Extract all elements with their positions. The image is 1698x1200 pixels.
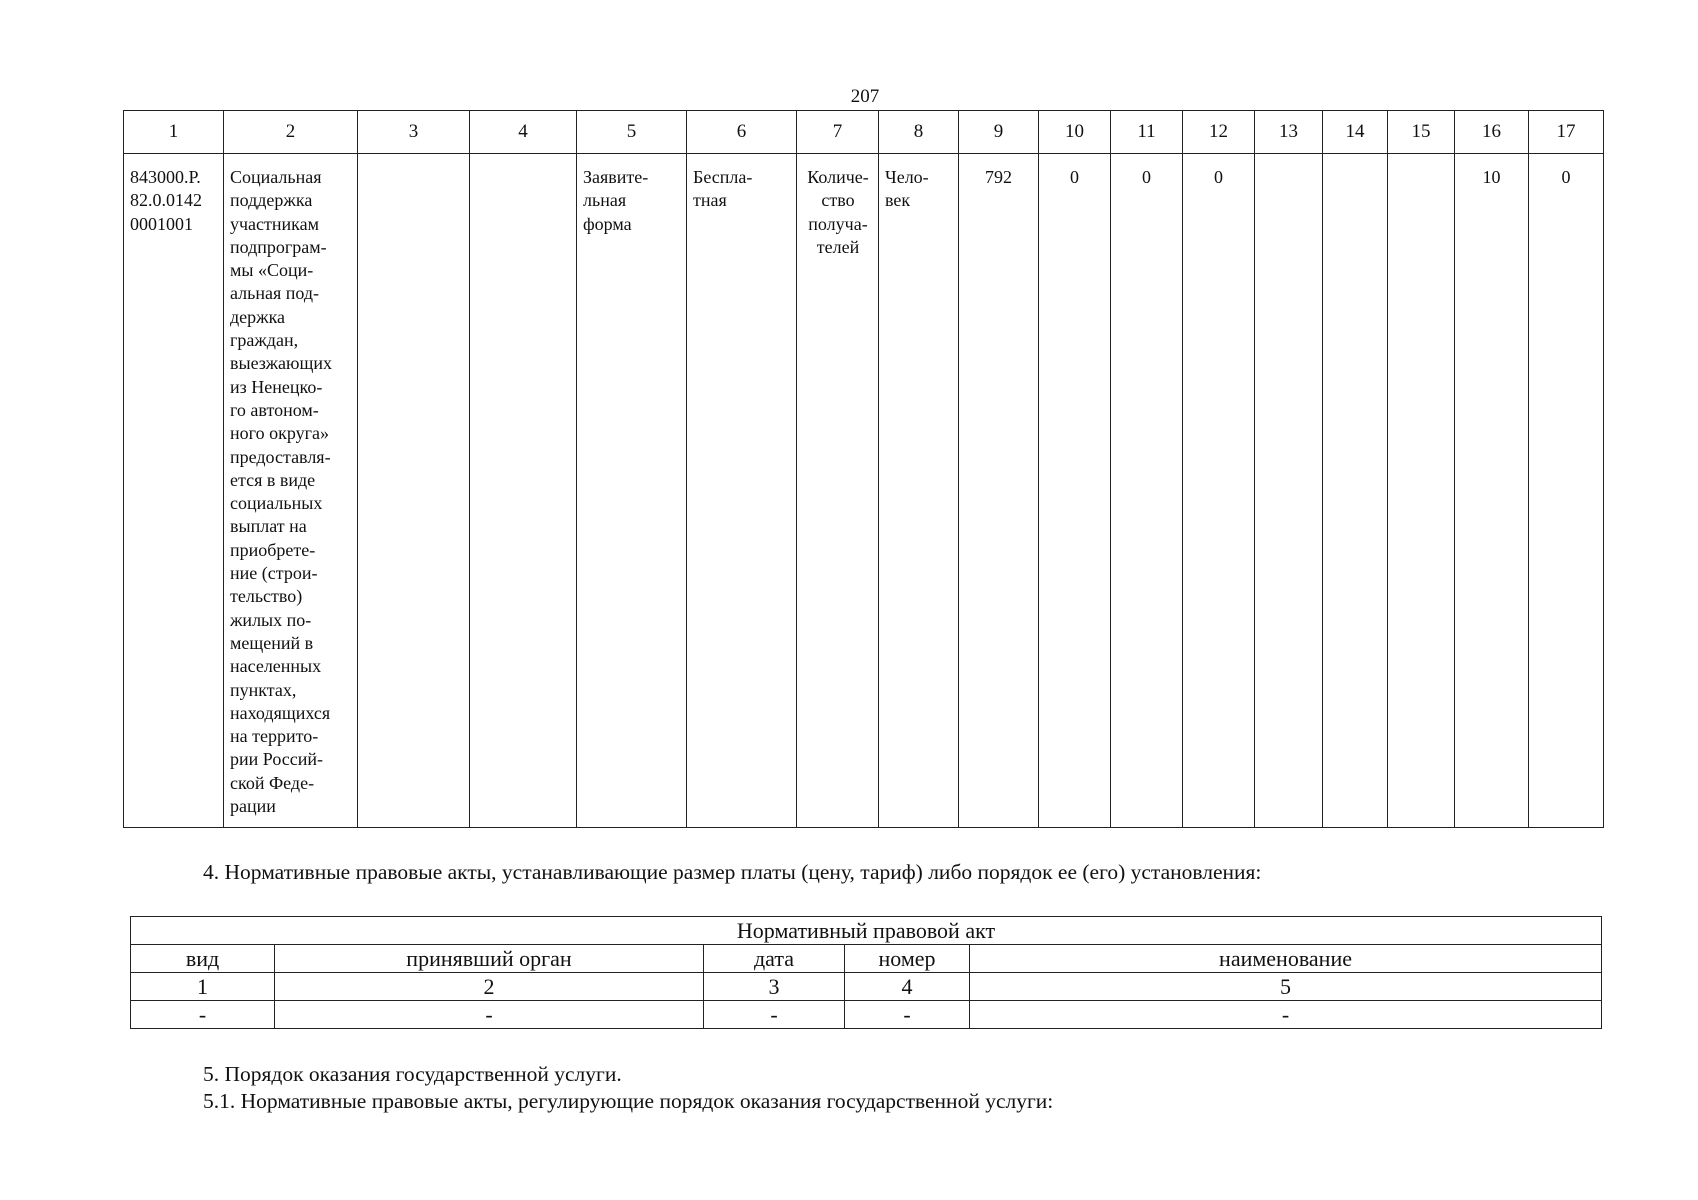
value-cell: 10 — [1455, 154, 1529, 828]
payment-type: Бесплa- тная — [693, 167, 753, 211]
section-4-heading: 4. Нормативные правовые акты, устанавливающие размер платы (цену, тариф) либо порядок ее (его) установления: — [203, 860, 1262, 884]
column-number: 5 — [577, 111, 687, 154]
form-cell — [577, 154, 687, 828]
column-number: 13 — [1255, 111, 1323, 154]
column-number: 15 — [1388, 111, 1455, 154]
column-number: 7 — [797, 111, 879, 154]
table-row — [131, 1001, 1602, 1029]
unit-cell — [879, 154, 959, 828]
empty-cell — [358, 154, 470, 828]
column-number: 2 — [224, 111, 358, 154]
column-header: принявший орган — [275, 945, 704, 973]
empty-cell — [1388, 154, 1455, 828]
table-cell: - — [275, 1001, 704, 1029]
okei-code-cell — [959, 154, 1039, 828]
column-number: 4 — [470, 111, 577, 154]
column-number: 17 — [1529, 111, 1604, 154]
column-header: вид — [131, 945, 275, 973]
column-number: 16 — [1455, 111, 1529, 154]
column-number: 9 — [959, 111, 1039, 154]
indicator-cell — [797, 154, 879, 828]
empty-cell — [1323, 154, 1388, 828]
okei-code: 792 — [985, 167, 1012, 187]
legal-acts-table — [130, 916, 1602, 1029]
value-cell: 0 — [1111, 154, 1183, 828]
registry-code: 843000.Р. 82.0.0142 0001001 — [130, 167, 202, 234]
column-number: 8 — [879, 111, 959, 154]
table-cell: - — [970, 1001, 1602, 1029]
column-number: 11 — [1111, 111, 1183, 154]
service-volume-table — [123, 110, 1604, 828]
section-5-heading: 5. Порядок оказания государственной услуги. — [203, 1062, 622, 1086]
acts-title-row — [131, 917, 1602, 945]
column-number: 12 — [1183, 111, 1255, 154]
service-name: Социальная поддержка участникам подпрограм- мы «Соци- альная под- держка граждан, выезжающих из Ненецко- го автоном- ного округа» предоставля- ется в виде социальных выплат на приобрете- ние (строи- тельство) жилых по- мещений в населенных пунктах, находящихся на террито- рии Россий- ской Феде- рации — [230, 167, 332, 817]
column-number: 3 — [704, 973, 845, 1001]
column-header: дата — [704, 945, 845, 973]
table-row — [124, 154, 1604, 828]
column-number: 5 — [970, 973, 1602, 1001]
acts-header-row — [131, 945, 1602, 973]
table-cell: - — [845, 1001, 970, 1029]
unit-name: Чело- век — [885, 167, 929, 211]
column-number: 10 — [1039, 111, 1111, 154]
empty-cell — [1255, 154, 1323, 828]
column-header: наименование — [970, 945, 1602, 973]
service-form: Заявите- льная форма — [583, 167, 649, 234]
section-5-1-heading: 5.1. Нормативные правовые акты, регулирующие порядок оказания государственной услуги: — [203, 1089, 1054, 1113]
table-cell: - — [131, 1001, 275, 1029]
empty-cell — [470, 154, 577, 828]
registry-code-cell — [124, 154, 224, 828]
value-cell: 0 — [1039, 154, 1111, 828]
indicator-name: Количе- ство получа- телей — [807, 167, 869, 257]
column-number: 3 — [358, 111, 470, 154]
service-name-cell — [224, 154, 358, 828]
column-number: 6 — [687, 111, 797, 154]
acts-number-row — [131, 973, 1602, 1001]
acts-table-title: Нормативный правовой акт — [131, 917, 1602, 945]
column-number: 1 — [124, 111, 224, 154]
table-cell: - — [704, 1001, 845, 1029]
column-number: 1 — [131, 973, 275, 1001]
column-number: 2 — [275, 973, 704, 1001]
column-number-row — [124, 111, 1604, 154]
value-cell: 0 — [1529, 154, 1604, 828]
value-cell: 0 — [1183, 154, 1255, 828]
column-number: 14 — [1323, 111, 1388, 154]
column-number: 4 — [845, 973, 970, 1001]
page-number: 207 — [850, 86, 880, 107]
payment-cell — [687, 154, 797, 828]
column-header: номер — [845, 945, 970, 973]
